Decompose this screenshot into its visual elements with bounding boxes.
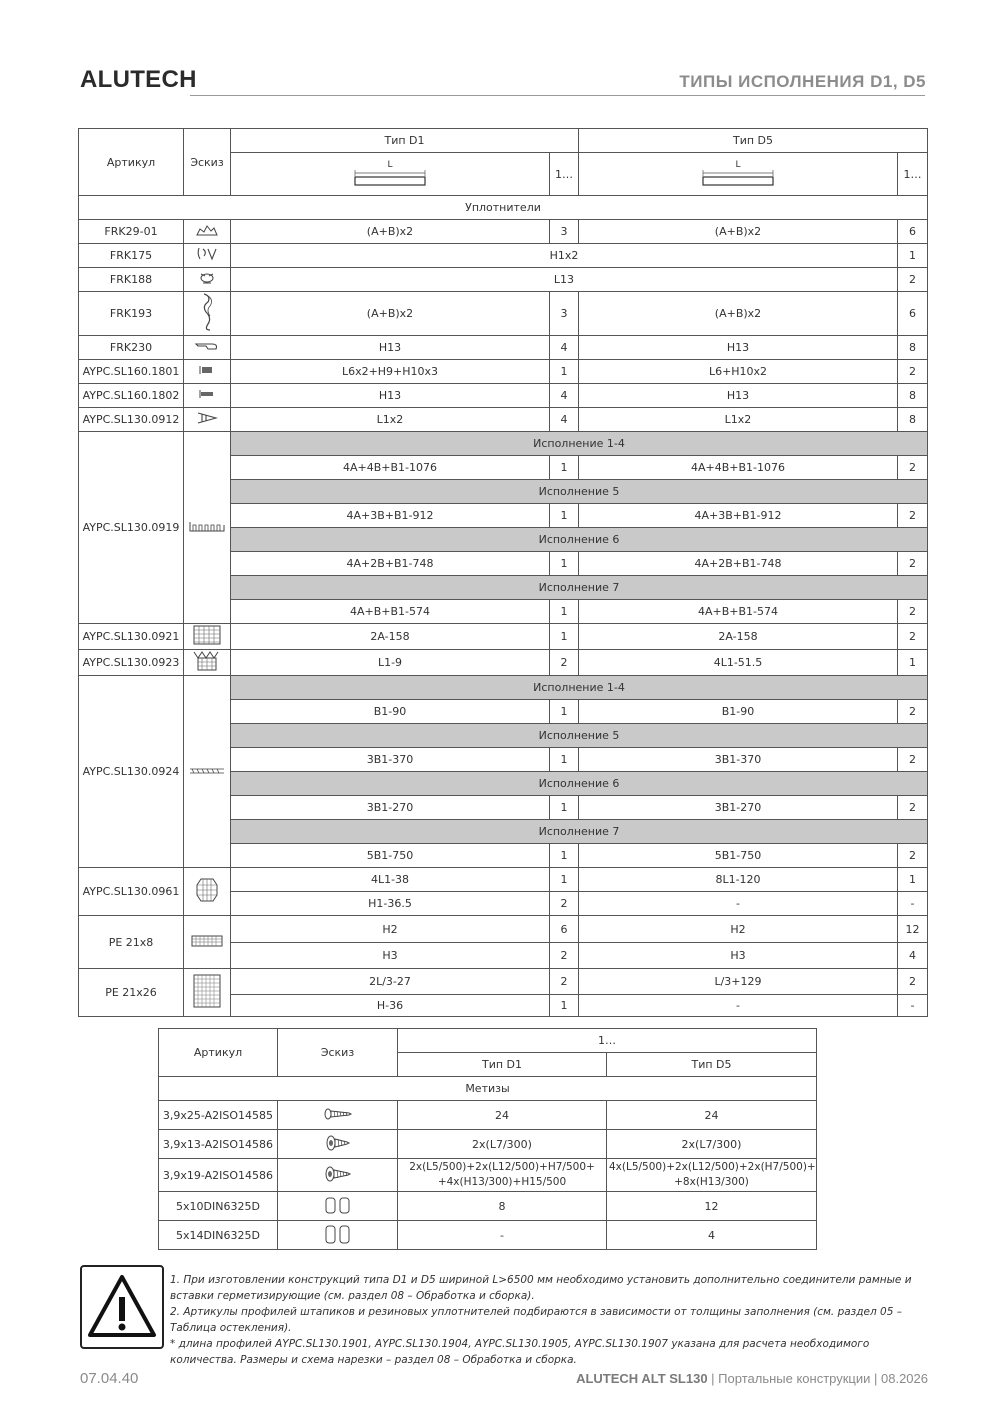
d5-qty: 2 [898, 552, 928, 576]
d5-qty: 2 [898, 624, 928, 650]
note-1: 1. При изготовлении конструкций типа D1 и D5 шириной L>6500 мм необходимо установить дополнительно соединители рамные и вставки герметизирующие (см. раздел 08 – Обработка и сборка). [170, 1274, 912, 1302]
screw-icon [278, 1159, 398, 1192]
d1-formula: 2L/3-27 [231, 969, 550, 995]
d1-formula: H1-36.5 [231, 892, 550, 916]
d5-formula: 4A+B+B1-574 [579, 600, 898, 624]
note-3: * длина профилей AYPC.SL130.1901, AYPC.SL130.1904, AYPC.SL130.1905, AYPC.SL130.1907 указана для расчета необходимого количества. Размеры и схема нарезки – раздел 08 – Обработка и сборка. [170, 1338, 870, 1366]
d5-qty: 8 [898, 336, 928, 360]
d1-qty: 2 [550, 943, 579, 969]
d1-qty: - [398, 1221, 607, 1250]
article-cell: AYPC.SL160.1801 [79, 360, 184, 384]
d5-formula: 5B1-750 [579, 844, 898, 868]
d5-qty: 2 [898, 268, 928, 292]
d1-formula: H3 [231, 943, 550, 969]
d1-formula: 4A+B+B1-574 [231, 600, 550, 624]
article-cell: AYPC.SL160.1802 [79, 384, 184, 408]
notes [170, 1272, 930, 1368]
d1-qty: 1 [550, 796, 579, 820]
variant-header: Исполнение 1-4 [231, 432, 928, 456]
d1-qty: 1 [550, 552, 579, 576]
d1-formula: H13 [231, 384, 550, 408]
d5-qty: 2 [898, 844, 928, 868]
d1-formula: 4L1-38 [231, 868, 550, 892]
gasket-profile-icon [184, 268, 231, 292]
d1-formula: 4A+2B+B1-748 [231, 552, 550, 576]
d5-formula: L6+H10x2 [579, 360, 898, 384]
footer-separator: | [707, 1371, 719, 1386]
d5-qty: 12 [898, 916, 928, 943]
d5-qty: 4 [607, 1221, 817, 1250]
d5-formula: - [579, 995, 898, 1017]
d1-qty: 1 [550, 700, 579, 724]
d5-formula: H2 [579, 916, 898, 943]
d1-qty: 3 [550, 220, 579, 244]
d1-qty: 1 [550, 504, 579, 528]
warning-box [80, 1265, 164, 1349]
d1-formula: 2A-158 [231, 624, 550, 650]
d1-formula: L6x2+H9+H10x3 [231, 360, 550, 384]
d5-qty: 2 [898, 504, 928, 528]
footer-separator: | [870, 1371, 881, 1386]
article-cell: AYPC.SL130.0923 [79, 650, 184, 676]
gasket-strip-icon [184, 432, 231, 624]
d1-formula: 3B1-370 [231, 748, 550, 772]
d5-formula: L/3+129 [579, 969, 898, 995]
article-cell: 5x10DIN6325D [159, 1192, 278, 1221]
screw-icon [278, 1101, 398, 1130]
d5-formula: 2A-158 [579, 624, 898, 650]
table-row [79, 868, 928, 892]
d5-formula: 4A+3B+B1-912 [579, 504, 898, 528]
d5-profile-sketch [579, 153, 898, 196]
variant-header: Исполнение 5 [231, 724, 928, 748]
variant-header: Исполнение 7 [231, 576, 928, 600]
article-cell: PE 21x26 [79, 969, 184, 1017]
d5-qty: 8 [898, 408, 928, 432]
d1-qty: 1 [550, 360, 579, 384]
table-row [79, 916, 928, 943]
d5-qty-header: 1… [898, 153, 928, 196]
gasket-mesh-icon [184, 868, 231, 916]
variant-header: Исполнение 6 [231, 772, 928, 796]
article-cell: FRK193 [79, 292, 184, 336]
article-cell: AYPC.SL130.0921 [79, 624, 184, 650]
d1-qty: 4 [550, 384, 579, 408]
qty-header: 1… [398, 1029, 817, 1053]
d1-qty: 8 [398, 1192, 607, 1221]
table-row [79, 268, 928, 292]
brand-logo: ALUTECH [80, 66, 197, 93]
d5-formula: 8L1-120 [579, 868, 898, 892]
d1-formula: 5B1-750 [231, 844, 550, 868]
d5-formula: (A+B)x2 [579, 292, 898, 336]
d5-formula: H13 [579, 384, 898, 408]
d1-qty: 24 [398, 1101, 607, 1130]
col-sketch-header: Эскиз [184, 129, 231, 196]
table-row [79, 336, 928, 360]
note-2: 2. Артикулы профилей штапиков и резиновых уплотнителей подбираются в зависимости от толщины заполнения (см. раздел 05 – Таблица остекления). [170, 1306, 902, 1334]
gasket-mesh-icon [184, 624, 231, 650]
d5-qty: - [898, 892, 928, 916]
footer-date: 08.2026 [881, 1371, 928, 1386]
d5-qty: 2 [898, 360, 928, 384]
d5-formula: 4A+2B+B1-748 [579, 552, 898, 576]
d1-qty-header: 1… [550, 153, 579, 196]
d1-formula: (A+B)x2 [231, 292, 550, 336]
d1-qty: 2x(L7/300) [398, 1130, 607, 1159]
gasket-mesh-icon [184, 650, 231, 676]
type-d5-header: Тип D5 [579, 129, 928, 153]
table-row [79, 384, 928, 408]
table-row [79, 650, 928, 676]
d5-qty: 2 [898, 456, 928, 480]
d5-qty: 2 [898, 700, 928, 724]
d1-formula: H-36 [231, 995, 550, 1017]
d5-formula: (A+B)x2 [579, 220, 898, 244]
d1-formula: H2 [231, 916, 550, 943]
d1-formula: L1x2 [231, 408, 550, 432]
seals-table [78, 128, 928, 1017]
d5-qty: - [898, 995, 928, 1017]
d5-formula: 4A+4B+B1-1076 [579, 456, 898, 480]
d5-qty: 2 [898, 600, 928, 624]
d1-formula: L1-9 [231, 650, 550, 676]
d5-formula: 4L1-51.5 [579, 650, 898, 676]
d1-qty: 1 [550, 868, 579, 892]
table-row [159, 1130, 817, 1159]
footer-product [576, 1371, 928, 1386]
d1-qty: 1 [550, 624, 579, 650]
col-article-header: Артикул [79, 129, 184, 196]
d5-formula: H3 [579, 943, 898, 969]
d1-formula: 4A+3B+B1-912 [231, 504, 550, 528]
d1-qty: 3 [550, 292, 579, 336]
article-cell: FRK175 [79, 244, 184, 268]
product-name: ALUTECH ALT SL130 [576, 1371, 708, 1386]
d1-formula: H13 [231, 336, 550, 360]
table-row [79, 360, 928, 384]
warning-icon [82, 1267, 162, 1347]
gasket-profile-icon [184, 408, 231, 432]
variant-header: Исполнение 1-4 [231, 676, 928, 700]
article-cell: PE 21x8 [79, 916, 184, 969]
d1-qty: 2 [550, 969, 579, 995]
dowel-pin-icon [278, 1192, 398, 1221]
variant-header: Исполнение 6 [231, 528, 928, 552]
d1-formula: 4A+4B+B1-1076 [231, 456, 550, 480]
d5-formula: B1-90 [579, 700, 898, 724]
d5-formula: 4x(L5/500)+2x(L12/500)+2x(H7/500)+ +8x(H13/300) [607, 1159, 817, 1192]
table-row [159, 1192, 817, 1221]
type-d1-header: Тип D1 [231, 129, 579, 153]
d1-formula: (A+B)x2 [231, 220, 550, 244]
gasket-profile-icon [184, 336, 231, 360]
d5-qty: 1 [898, 650, 928, 676]
d1-qty: 1 [550, 600, 579, 624]
header-rule [190, 95, 925, 96]
d5-formula: - [579, 892, 898, 916]
fasteners-table [158, 1028, 817, 1250]
table-row [79, 244, 928, 268]
screw-icon [278, 1130, 398, 1159]
table-row [79, 408, 928, 432]
article-cell: 3,9x25-A2ISO14585 [159, 1101, 278, 1130]
table-row [159, 1159, 817, 1192]
merged-formula: H1x2 [231, 244, 898, 268]
d1-qty: 2 [550, 650, 579, 676]
d5-profile-icon [701, 170, 775, 186]
foam-block-icon [184, 969, 231, 1017]
d5-qty: 2x(L7/300) [607, 1130, 817, 1159]
d1-formula: 2x(L5/500)+2x(L12/500)+H7/500+ +4x(H13/300)+H15/500 [398, 1159, 607, 1192]
page-number: 07.04.40 [80, 1370, 139, 1387]
col-sketch-header: Эскиз [278, 1029, 398, 1077]
d1-qty: 1 [550, 995, 579, 1017]
gasket-strip-icon [184, 676, 231, 868]
d1-formula: 3B1-270 [231, 796, 550, 820]
article-cell: 3,9x19-A2ISO14586 [159, 1159, 278, 1192]
variant-header: Исполнение 5 [231, 480, 928, 504]
foam-strip-icon [184, 916, 231, 969]
type-d1-header: Тип D1 [398, 1053, 607, 1077]
d1-qty: 4 [550, 408, 579, 432]
d1-qty: 2 [550, 892, 579, 916]
table-row [159, 1221, 817, 1250]
article-cell: AYPC.SL130.0961 [79, 868, 184, 916]
article-cell: AYPC.SL130.0919 [79, 432, 184, 624]
gasket-profile-icon [184, 220, 231, 244]
merged-formula: L13 [231, 268, 898, 292]
length-label: L [387, 159, 393, 170]
d1-qty: 1 [550, 748, 579, 772]
d5-formula: L1x2 [579, 408, 898, 432]
table-row [79, 969, 928, 995]
article-cell: 3,9x13-A2ISO14586 [159, 1130, 278, 1159]
article-cell: FRK230 [79, 336, 184, 360]
d1-profile-sketch [231, 153, 550, 196]
d1-formula: B1-90 [231, 700, 550, 724]
d5-formula: H13 [579, 336, 898, 360]
table-row [79, 220, 928, 244]
section-seals: Уплотнители [79, 196, 928, 220]
gasket-profile-icon [184, 360, 231, 384]
d5-formula: 3B1-270 [579, 796, 898, 820]
d5-qty: 2 [898, 748, 928, 772]
gasket-profile-icon [184, 292, 231, 336]
d5-qty: 2 [898, 796, 928, 820]
table-row [79, 624, 928, 650]
d1-qty: 1 [550, 456, 579, 480]
d5-qty: 2 [898, 969, 928, 995]
article-cell: FRK29-01 [79, 220, 184, 244]
article-cell: AYPC.SL130.0912 [79, 408, 184, 432]
article-cell: AYPC.SL130.0924 [79, 676, 184, 868]
d5-qty: 24 [607, 1101, 817, 1130]
gasket-profile-icon [184, 384, 231, 408]
section-fasteners: Метизы [159, 1077, 817, 1101]
d5-qty: 1 [898, 868, 928, 892]
d1-qty: 4 [550, 336, 579, 360]
gasket-profile-icon [184, 244, 231, 268]
d1-profile-icon [353, 170, 427, 186]
d5-qty: 8 [898, 384, 928, 408]
d5-qty: 6 [898, 292, 928, 336]
article-cell: 5x14DIN6325D [159, 1221, 278, 1250]
table-row [79, 292, 928, 336]
article-cell: FRK188 [79, 268, 184, 292]
col-article-header: Артикул [159, 1029, 278, 1077]
page-title: ТИПЫ ИСПОЛНЕНИЯ D1, D5 [679, 72, 926, 91]
table-row [159, 1101, 817, 1130]
d1-qty: 1 [550, 844, 579, 868]
d5-qty: 12 [607, 1192, 817, 1221]
d1-qty: 6 [550, 916, 579, 943]
footer-subtitle: Портальные конструкции [718, 1371, 871, 1386]
d5-formula: 3B1-370 [579, 748, 898, 772]
type-d5-header: Тип D5 [607, 1053, 817, 1077]
variant-header: Исполнение 7 [231, 820, 928, 844]
length-label: L [735, 159, 741, 170]
d5-qty: 6 [898, 220, 928, 244]
d5-qty: 4 [898, 943, 928, 969]
dowel-pin-icon [278, 1221, 398, 1250]
d5-qty: 1 [898, 244, 928, 268]
